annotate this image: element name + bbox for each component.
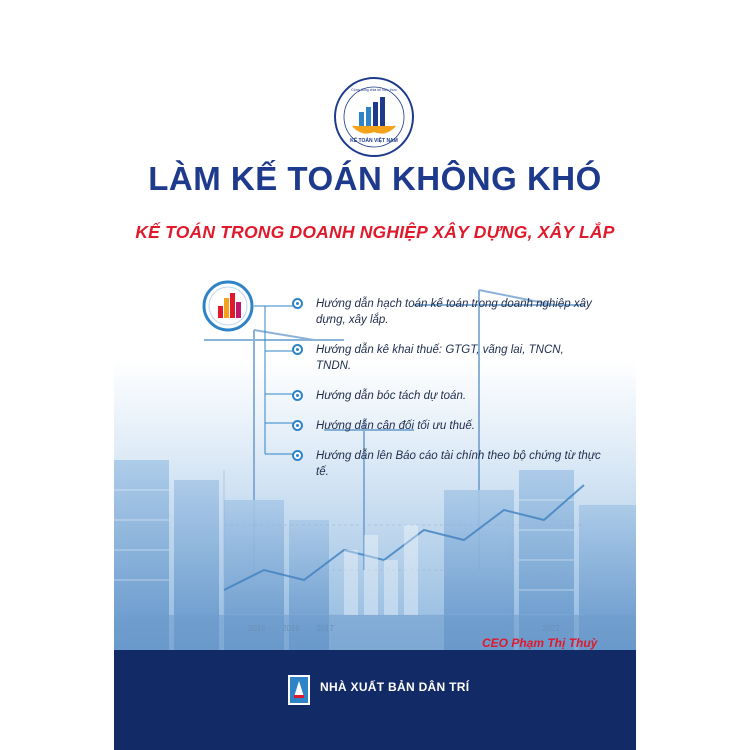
publisher-logo-icon	[288, 675, 310, 705]
feature-item	[292, 388, 602, 404]
year-label: 2015	[248, 624, 266, 633]
year-label: 2022	[542, 624, 560, 633]
feature-item	[292, 342, 602, 374]
book-subtitle: KẾ TOÁN TRONG DOANH NGHIỆP XÂY DỰNG, XÂY LẮP	[135, 222, 615, 242]
ke-toan-viet-nam-logo	[333, 76, 415, 158]
circle-bullet-icon	[292, 450, 303, 461]
feature-text: Hướng dẫn lên Báo cáo tài chính theo bộ chứng từ thực tế.	[316, 450, 601, 478]
publisher-name: NHÀ XUẤT BẢN DÂN TRÍ	[320, 680, 470, 694]
feature-item	[292, 448, 602, 480]
feature-text: Hướng dẫn bóc tách dự toán.	[316, 390, 467, 402]
feature-item	[292, 296, 602, 328]
book-cover	[114, 0, 636, 750]
feature-text: Hướng dẫn cân đối tối ưu thuế.	[316, 420, 475, 432]
book-title: LÀM KẾ TOÁN KHÔNG KHÓ	[148, 160, 602, 197]
year-label: 2017	[316, 624, 334, 633]
feature-item	[292, 418, 602, 434]
circle-bullet-icon	[292, 390, 303, 401]
feature-text: Hướng dẫn kê khai thuế: GTGT, vãng lai, TNCN, TNDN.	[316, 344, 564, 372]
year-label: 2016	[282, 624, 300, 633]
author-name: CEO Phạm Thị Thuỳ	[482, 636, 598, 650]
feature-text: Hướng dẫn hạch toán kế toán trong doanh nghiệp xây dựng, xây lắp.	[316, 298, 592, 326]
logo-bottom-text: KẾ TOÁN VIỆT NAM	[350, 138, 398, 144]
circle-bullet-icon	[292, 344, 303, 355]
bar-chart-badge-icon	[202, 280, 254, 332]
logo-top-text: Cộng đồng chia sẻ kiến thức	[351, 88, 397, 92]
feature-list	[292, 296, 602, 480]
circle-bullet-icon	[292, 420, 303, 431]
circle-bullet-icon	[292, 298, 303, 309]
publisher-band	[114, 650, 636, 750]
